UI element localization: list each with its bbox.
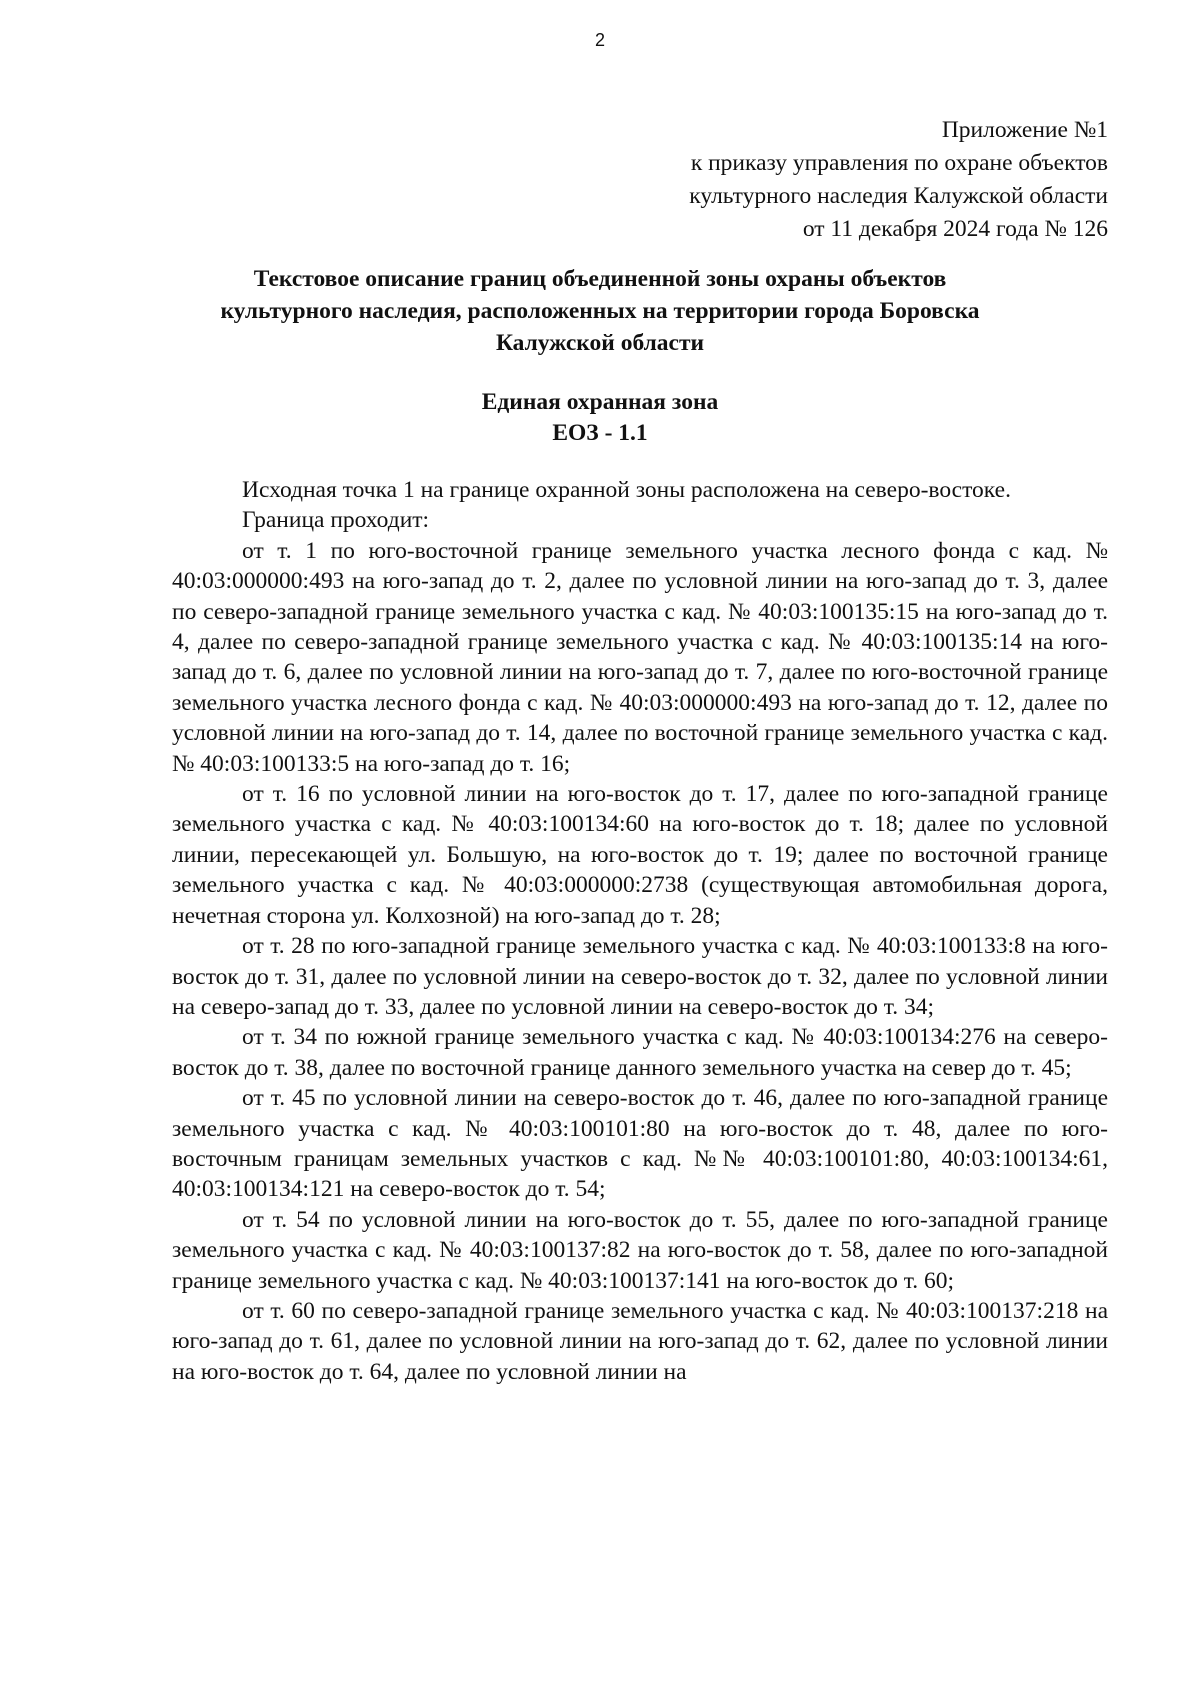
page-number: 2 — [594, 30, 605, 50]
appendix-line: Приложение №1 — [941, 117, 1108, 143]
paragraph-segment-16-28: от т. 16 по условной линии на юго-восток до т. 17, далее по юго-западной границе земельного участка с кад. № 40:03:100134:60 на юго-восток до т. 18; далее по условной линии, пересекающей ул. Большую, на юго-восток до т. 19; далее по восточной границе земельного участка с кад. № 40:03:000000:2738 (существующая автомобильная дорога, нечетная сторона ул. Колхозной) на юго-запад до т. 28; — [172, 781, 1108, 929]
boundary-description — [172, 475, 1108, 1387]
zone-name: Единая охранная зона — [481, 389, 719, 415]
appendix-line: культурного наследия Калужской области — [689, 183, 1108, 209]
document-title — [0, 263, 1200, 359]
paragraph-boundary-intro: Граница проходит: — [242, 507, 430, 534]
title-line: культурного наследия, расположенных на территории города Боровска — [220, 298, 980, 324]
paragraph-origin-point: Исходная точка 1 на границе охранной зоны расположена на северо-востоке. — [242, 477, 1011, 503]
appendix-line: к приказу управления по охране объектов — [690, 150, 1108, 176]
zone-code: ЕОЗ - 1.1 — [552, 420, 648, 446]
title-line: Текстовое описание границ объединенной зоны охраны объектов — [253, 266, 947, 292]
paragraph-segment-54-60: от т. 54 по условной линии на юго-восток до т. 55, далее по юго-западной границе земельного участка с кад. № 40:03:100137:82 на юго-восток до т. 58, далее по юго-западной границе земельного участка с кад. № 40:03:100137:141 на юго-восток до т. 60; — [172, 1206, 1108, 1294]
appendix-header — [689, 114, 1108, 246]
paragraph-segment-60-64: от т. 60 по северо-западной границе земельного участка с кад. № 40:03:100137:218 на юго-запад до т. 61, далее по условной линии на юго-запад до т. 62, далее по условной линии на юго-восток до т. 64, далее по условной линии на — [172, 1297, 1108, 1385]
zone-heading — [0, 387, 1200, 449]
paragraph-segment-28-34: от т. 28 по юго-западной границе земельного участка с кад. № 40:03:100133:8 на юго-восток до т. 31, далее по условной линии на северо-восток до т. 32, далее по условной линии на северо-запад до т. 33, далее по условной линии на северо-восток до т. 34; — [172, 933, 1108, 1020]
paragraph-segment-45-54: от т. 45 по условной линии на северо-восток до т. 46, далее по юго-западной границе земельного участка с кад. № 40:03:100101:80 на юго-восток до т. 48, далее по юго-восточным границам земельных участков с кад. №№ 40:03:100101:80, 40:03:100134:61, 40:03:100134:121 на северо-восток до т. 54; — [172, 1085, 1108, 1203]
appendix-line: от 11 декабря 2024 года № 126 — [802, 216, 1108, 242]
title-line: Калужской области — [495, 330, 705, 356]
paragraph-segment-1-16: от т. 1 по юго-восточной границе земельного участка лесного фонда с кад. № 40:03:000000:493 на юго-запад до т. 2, далее по условной линии на юго-запад до т. 3, далее по северо-западной границе земельного участка с кад. № 40:03:100135:15 на юго-запад до т. 4, далее по северо-западной границе земельного участка с кад. № 40:03:100135:14 на юго-запад до т. 6, далее по условной линии на юго-запад до т. 7, далее по юго-восточной границе земельного участка лесного фонда с кад. № 40:03:000000:493 на юго-запад до т. 12, далее по условной линии на юго-запад до т. 14, далее по восточной границе земельного участка с кад. № 40:03:100133:5 на юго-запад до т. 16; — [172, 537, 1108, 777]
paragraph-segment-34-45: от т. 34 по южной границе земельного участка с кад. № 40:03:100134:276 на северо-восток до т. 38, далее по восточной границе данного земельного участка на север до т. 45; — [172, 1024, 1108, 1081]
